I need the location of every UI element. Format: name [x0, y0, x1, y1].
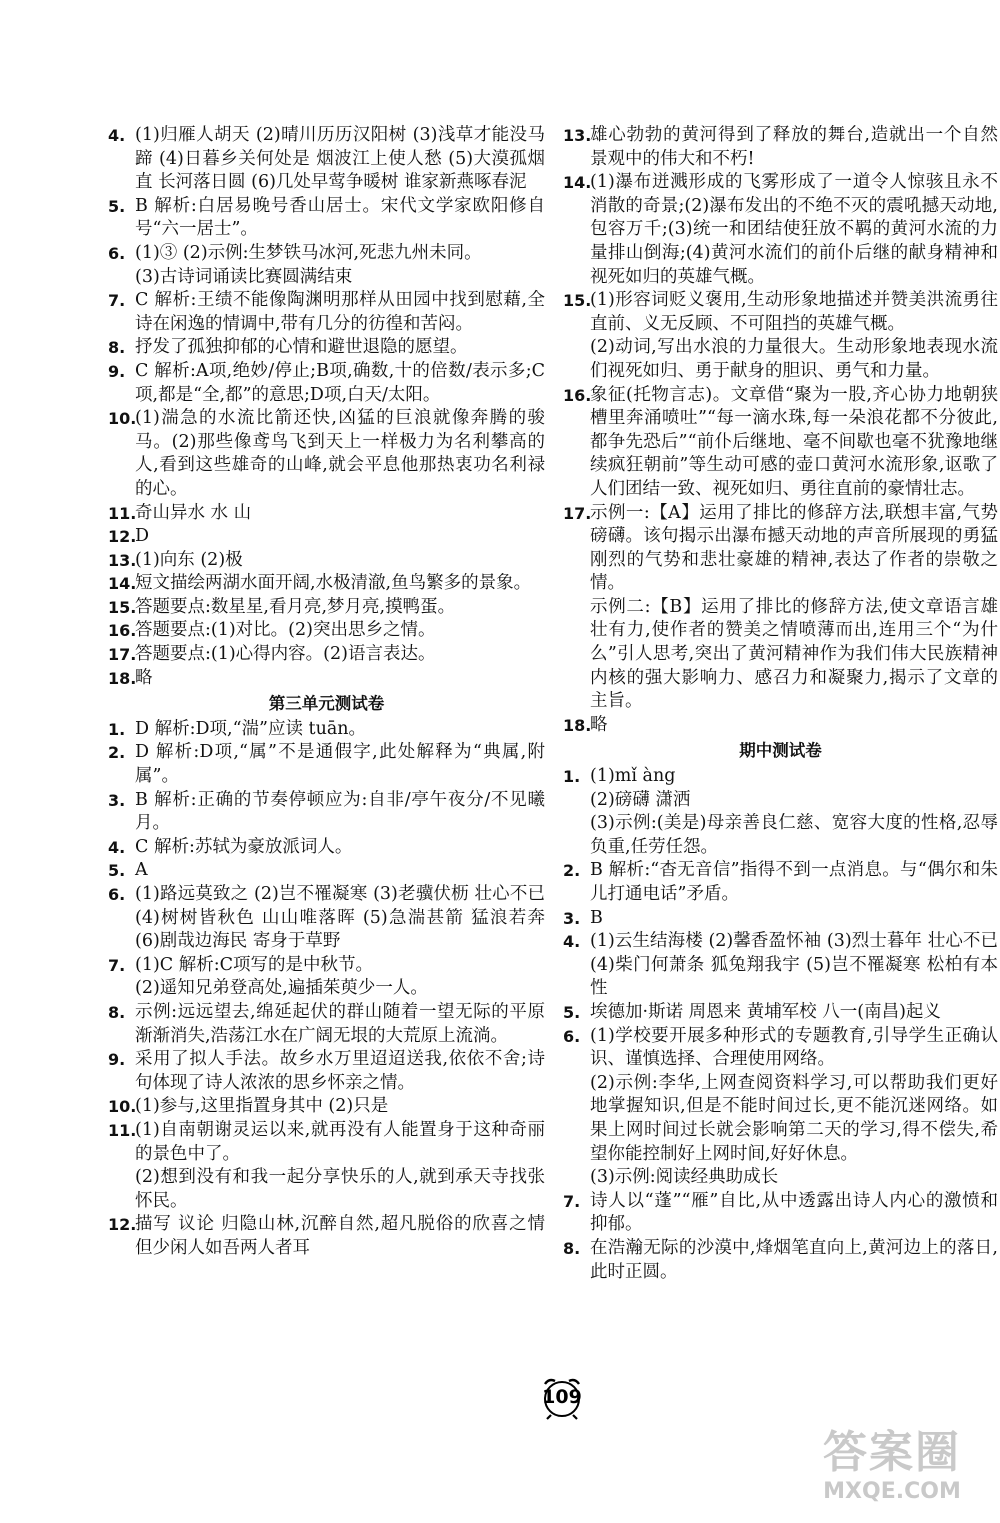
answer-number: 4. — [563, 932, 581, 952]
answer-number: 16. — [108, 621, 137, 641]
answer-item — [108, 789, 545, 836]
answer-text: (3)示例:(美是)母亲善良仁慈、宽容大度的性格,忍辱负重,任劳任怨。 — [590, 813, 998, 857]
answer-text: 奇山异水 水 山 — [135, 502, 252, 523]
answer-item — [108, 1213, 545, 1260]
answer-number: 10. — [108, 1097, 137, 1117]
answer-number: 13. — [563, 126, 592, 145]
answer-item — [563, 714, 998, 738]
answer-item — [563, 384, 998, 502]
answer-number: 8. — [108, 1002, 126, 1022]
answer-number: 7. — [108, 955, 126, 975]
answer-text: (2)示例:李华,上网查阅资料学习,可以帮助我们更好地掌握知识,但是不能时间过长,更不能沉迷网络。如果上网时间过长就会影响第二天的学习,得不偿失,希望你能控制好上网时间,好好休息。 — [590, 1072, 998, 1164]
answer-text: (2)磅礴 潇洒 — [590, 789, 691, 810]
answer-item — [108, 242, 545, 289]
left-column — [108, 124, 545, 1261]
answer-text: (1)自南朝谢灵运以来,就再没有人能置身于这种奇丽的景色中了。 — [135, 1119, 545, 1164]
page-number-badge — [536, 1374, 588, 1420]
answer-item — [563, 765, 998, 859]
answer-text: B 解析:正确的节奏停顿应为:自非/亭午夜分/不见曦月。 — [135, 789, 545, 834]
answers-list-unit3 — [108, 718, 545, 1261]
answer-text: 象征(托物言志)。文章借“聚为一股,齐心协力地朝狭槽里奔涌喷吐”“每一滴水珠,每一朵浪花都不分彼此,都争先恐后”“前仆后继地、毫不间歇也毫不犹豫地继续疯狂朝前”等生动可感的壶口黄河水流形象,讴歌了人们团结一致、视死如归、勇往直前的豪情壮志。 — [590, 384, 998, 499]
answer-text: C 解析:A项,绝妙/停止;B项,确数,十的倍数/表示多;C项,都是“全,都”的意思;D项,白天/太阳。 — [135, 360, 545, 405]
answer-text: 略 — [590, 714, 608, 735]
answer-number: 5. — [108, 861, 126, 881]
answer-item — [108, 407, 545, 501]
answer-text: (1)C 解析:C项写的是中秋节。 — [135, 954, 374, 975]
answer-text: D 解析:D项,“属”不是通假字,此处解释为“典属,附属”。 — [135, 742, 545, 787]
answer-number: 15. — [563, 291, 592, 311]
answer-text: 答题要点:数星星,看月亮,梦月亮,摸鸭蛋。 — [135, 596, 456, 617]
answer-number: 14. — [108, 574, 137, 594]
answer-number: 12. — [108, 527, 137, 547]
answer-text: 略 — [135, 667, 153, 688]
page-number: 109 — [542, 1386, 582, 1408]
answer-text: 诗人以“蓬”“雁”自比,从中透露出诗人内心的激愤和抑郁。 — [590, 1190, 998, 1235]
answer-item — [108, 1119, 545, 1213]
section-title-unit3: 第三单元测试卷 — [268, 694, 385, 714]
answer-text: (1)瀑布迸溅形成的飞雾形成了一道令人惊骇且永不消散的奇景;(2)瀑布发出的不绝不灭的震吼撼天动地,包容万千;(3)统一和团结使狂放不羁的黄河水流的力量排山倒海;(4)黄河水流们的前仆后继的献身精神和视死如归的英雄气概。 — [590, 172, 998, 287]
watermark-logo-text: 答案圈 — [823, 1427, 961, 1478]
answer-text: B 解析:“杳无音信”指得不到一点消息。与“偶尔和朱儿打通电话”矛盾。 — [590, 860, 998, 904]
answer-item — [563, 171, 998, 289]
answer-number: 18. — [108, 668, 137, 688]
answer-text: A — [135, 860, 148, 881]
answer-text: (1)mǐ àng — [590, 766, 676, 787]
answer-item — [108, 741, 545, 788]
answer-number: 12. — [108, 1215, 137, 1235]
answer-item — [563, 930, 998, 1001]
answer-text: (1)湍急的水流比箭还快,凶猛的巨浪就像奔腾的骏马。(2)那些像鸢鸟飞到天上一样极力为名利攀高的人,看到这些雄奇的山峰,就会平息他那热衷功名利禄的心。 — [135, 408, 545, 499]
answer-number: 4. — [108, 126, 126, 145]
answer-number: 9. — [108, 1050, 126, 1070]
answer-text: 示例:远远望去,绵延起伏的群山随着一望无际的平原渐渐消失,浩荡江水在广阔无垠的大荒原上流淌。 — [135, 1001, 545, 1046]
answer-number: 6. — [563, 1026, 581, 1046]
answer-number: 1. — [563, 767, 581, 787]
answers-list-midterm — [563, 765, 998, 1284]
answer-text: 描写 议论 归隐山林,沉醉自然,超凡脱俗的欣喜之情 但少闲人如吾两人者耳 — [135, 1214, 545, 1258]
answer-item — [108, 954, 545, 1001]
answer-item — [563, 502, 998, 714]
answer-item — [563, 907, 998, 931]
answer-text: 示例二:【B】运用了排比的修辞方法,使文章语言雄壮有力,使作者的赞美之情喷薄而出,连用三个“为什么”引人思考,突出了黄河精神作为我们伟大民族精神内核的强大影响力、感召力和凝聚力,揭示了文章的主旨。 — [590, 596, 998, 712]
answer-number: 6. — [108, 243, 126, 263]
answer-item — [108, 525, 545, 549]
answer-text: 埃德加·斯诺 周恩来 黄埔军校 八一(南昌)起义 — [590, 1001, 941, 1022]
answer-number: 17. — [563, 503, 592, 523]
answer-text: D — [135, 526, 150, 547]
answer-text: (3)示例:阅读经典助成长 — [590, 1167, 779, 1188]
answer-text: 采用了拟人手法。故乡水万里迢迢送我,依依不舍;诗句体现了诗人浓浓的思乡怀亲之情。 — [135, 1049, 545, 1093]
answer-number: 9. — [108, 361, 126, 381]
answer-item — [563, 289, 998, 383]
answer-item — [563, 124, 998, 171]
answer-item — [108, 619, 545, 643]
answer-number: 15. — [108, 597, 137, 617]
answer-text: 雄心勃勃的黄河得到了释放的舞台,造就出一个自然景观中的伟大和不朽! — [590, 125, 998, 169]
answer-text: C 解析:苏轼为豪放派词人。 — [135, 836, 353, 857]
answer-item — [108, 667, 545, 691]
answer-item — [108, 596, 545, 620]
answer-number: 4. — [108, 837, 126, 857]
answer-number: 8. — [563, 1238, 581, 1258]
answer-item — [108, 124, 545, 195]
answer-number: 17. — [108, 645, 137, 665]
watermark-url: MXQE.COM — [823, 1479, 961, 1504]
answer-text: 答题要点:(1)心得内容。(2)语言表达。 — [135, 644, 436, 665]
answer-item — [108, 1048, 545, 1095]
answer-text: (3)古诗词诵读比赛圆满结束 — [135, 266, 353, 287]
answer-item — [563, 1190, 998, 1237]
answer-item — [563, 1237, 998, 1284]
answer-text: 示例一:【A】运用了排比的修辞方法,联想丰富,气势磅礴。该句揭示出瀑布撼天动地的声音所展现的勇猛刚烈的气势和悲壮豪雄的精神,表达了作者的崇敬之情。 — [590, 502, 998, 594]
answer-item — [108, 1095, 545, 1119]
answer-number: 2. — [563, 861, 581, 881]
answer-item — [108, 1001, 545, 1048]
answer-item — [108, 360, 545, 407]
answer-text: C 解析:王绩不能像陶渊明那样从田园中找到慰藉,全诗在闲逸的情调中,带有几分的彷徨和苦闷。 — [135, 290, 545, 334]
answer-item — [563, 859, 998, 906]
answer-number: 7. — [563, 1191, 581, 1211]
answer-number: 18. — [563, 715, 592, 735]
answer-number: 11. — [108, 1120, 137, 1140]
answer-number: 7. — [108, 291, 126, 311]
answer-item — [108, 859, 545, 883]
answer-number: 16. — [563, 385, 592, 405]
answer-text: 答题要点:(1)对比。(2)突出思乡之情。 — [135, 620, 436, 641]
answer-item — [108, 502, 545, 526]
site-watermark — [802, 1427, 982, 1517]
answer-text: 抒发了孤独抑郁的心情和避世退隐的愿望。 — [135, 337, 468, 358]
answer-text: (1)③ (2)示例:生梦铁马冰河,死悲九州未同。 — [135, 242, 482, 263]
answer-item — [108, 718, 545, 742]
answer-text: (1)路远莫致之 (2)岂不罹凝寒 (3)老骥伏枥 壮心不已 (4)树树皆秋色 山山唯落晖 (5)急湍甚箭 猛浪若奔 (6)剧哉边海民 寄身于草野 — [135, 884, 545, 952]
answer-number: 3. — [108, 790, 126, 810]
answer-number: 13. — [108, 550, 137, 570]
answer-text: (1)学校要开展多种形式的专题教育,引导学生正确认识、谨慎选择、合理使用网络。 — [590, 1025, 998, 1070]
answer-number: 8. — [108, 338, 126, 358]
answer-text: (2)遥知兄弟登高处,遍插茱萸少一人。 — [135, 978, 428, 999]
answer-text: (2)想到没有和我一起分享快乐的人,就到承天寺找张怀民。 — [135, 1167, 545, 1211]
right-column — [563, 124, 998, 1284]
answer-text: (1)参与,这里指置身其中 (2)只是 — [135, 1096, 389, 1117]
answer-item — [108, 549, 545, 573]
answer-number: 10. — [108, 409, 137, 429]
answer-item — [108, 336, 545, 360]
answer-item — [108, 195, 545, 242]
answer-number: 5. — [108, 196, 126, 216]
answer-number: 2. — [108, 743, 126, 763]
answer-number: 14. — [563, 173, 592, 193]
answer-number: 11. — [108, 503, 137, 523]
answer-text: 在浩瀚无际的沙漠中,烽烟笔直向上,黄河边上的落日,此时正圆。 — [590, 1237, 998, 1282]
answer-item — [563, 1025, 998, 1190]
answer-text: (1)云生结海楼 (2)馨香盈怀袖 (3)烈士暮年 壮心不已 (4)柴门何萧条 狐兔翔我宇 (5)岂不罹凝寒 松柏有本性 — [590, 931, 998, 999]
answer-text: D 解析:D项,“湍”应读 tuān。 — [135, 718, 367, 739]
answer-item — [108, 572, 545, 596]
answer-number: 1. — [108, 719, 126, 739]
answer-text: B — [590, 907, 603, 928]
answer-text: B 解析:白居易晚号香山居士。宋代文学家欧阳修自号“六一居士”。 — [135, 195, 545, 240]
answer-item — [108, 883, 545, 954]
answer-number: 6. — [108, 885, 126, 904]
answer-text: (1)形容词贬义褒用,生动形象地描述并赞美洪流勇往直前、义无反顾、不可阻挡的英雄气概。 — [590, 290, 998, 334]
answer-number: 5. — [563, 1002, 581, 1022]
answer-number: 3. — [563, 908, 581, 928]
answers-list-continued — [563, 124, 998, 737]
answer-text: (1)归雁人胡天 (2)晴川历历汉阳树 (3)浅草才能没马蹄 (4)日暮乡关何处是 烟波江上使人愁 (5)大漠孤烟直 长河落日圆 (6)几处早莺争暖树 谁家新燕啄春泥 — [135, 125, 545, 193]
answer-item — [108, 643, 545, 667]
answers-list-unit2 — [108, 124, 545, 690]
answer-text: 短文描绘两湖水面开阔,水极清澈,鱼鸟繁多的景象。 — [135, 573, 532, 594]
answer-item — [108, 836, 545, 860]
answer-text: (2)动词,写出水浪的力量很大。生动形象地表现水流们视死如归、勇于献身的胆识、勇气和力量。 — [590, 337, 998, 381]
answer-item — [563, 1001, 998, 1025]
answer-text: (1)向东 (2)极 — [135, 549, 243, 570]
answer-item — [108, 289, 545, 336]
section-title-midterm: 期中测试卷 — [739, 741, 822, 761]
